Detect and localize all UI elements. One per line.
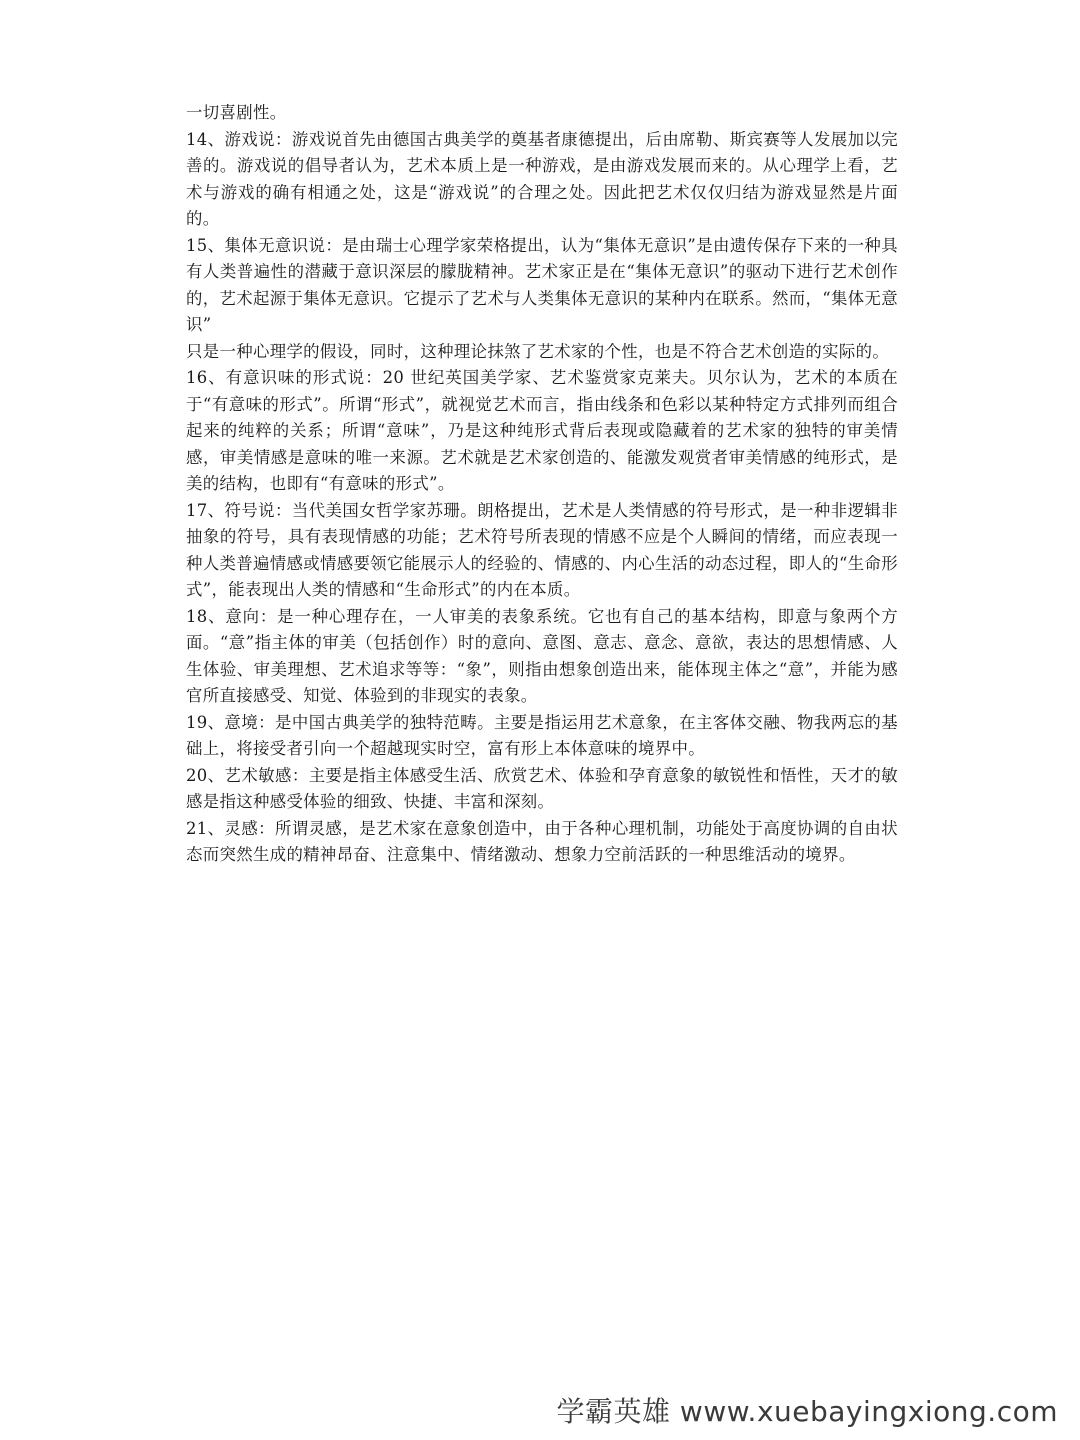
paragraph-continuation: 一切喜剧性。 xyxy=(186,103,287,122)
paragraph-17-symbol-theory: 17、符号说：当代美国女哲学家苏珊。朗格提出，艺术是人类情感的符号形式，是一种非逻辑非抽象的符号，具有表现情感的功能；艺术符号所表现的情感不应是个人瞬间的情绪，而应表现一种人类普遍情感或情感要领它能展示人的经验的、情感的、内心生活的动态过程，即人的“生命形式”，能表现出人类的情感和“生命形式”的内在本质。 xyxy=(186,500,898,599)
paragraph-20-artistic-sensitivity: 20、艺术敏感：主要是指主体感受生活、欣赏艺术、体验和孕育意象的敏锐性和悟性，天才的敏感是指这种感受体验的细致、快捷、丰富和深刻。 xyxy=(186,765,898,811)
paragraph-19-artistic-conception: 19、意境：是中国古典美学的独特范畴。主要是指运用艺术意象，在主客体交融、物我两忘的基础上，将接受者引向一个超越现实时空，富有形上本体意味的境界中。 xyxy=(186,712,898,758)
paragraph-21-inspiration: 21、灵感：所谓灵感，是艺术家在意象创造中，由于各种心理机制，功能处于高度协调的自由状态而突然生成的精神昂奋、注意集中、情绪激动、想象力空前活跃的一种思维活动的境界。 xyxy=(186,818,898,864)
paragraph-15-collective-unconscious: 15、集体无意识说：是由瑞士心理学家荣格提出，认为“集体无意识”是由遗传保存下来的一种具有人类普遍性的潜藏于意识深层的朦胧精神。艺术家正是在“集体无意识”的驱动下进行艺术创作的，艺术起源于集体无意识。它提示了艺术与人类集体无意识的某种内在联系。然而，“集体无意识” xyxy=(186,235,898,334)
paragraph-15-continued: 只是一种心理学的假设，同时，这种理论抹煞了艺术家的个性，也是不符合艺术创造的实际的。 xyxy=(186,341,890,361)
paragraph-16-significant-form: 16、有意识味的形式说：20 世纪英国美学家、艺术鉴赏家克莱夫。贝尔认为，艺术的本质在于“有意味的形式”。所谓“形式”，就视觉艺术而言，指由线条和色彩以某种特定方式排列而组合起来的纯粹的关系；所谓“意味”，乃是这种纯形式背后表现或隐藏着的艺术家的独特的审美情感，审美情感是意味的唯一来源。艺术就是艺术家创造的、能激发观赏者审美情感的纯形式，是美的结构，也即有“有意味的形式”。 xyxy=(186,368,898,493)
paragraph-14-game-theory: 14、游戏说：游戏说首先由德国古典美学的奠基者康德提出，后由席勒、斯宾赛等人发展加以完善的。游戏说的倡导者认为，艺术本质上是一种游戏，是由游戏发展而来的。从心理学上看，艺术与游戏的确有相通之处，这是“游戏说”的合理之处。因此把艺术仅仅归结为游戏显然是片面的。 xyxy=(186,129,898,228)
site-watermark: 学霸英雄 www.xuebayingxiong.com xyxy=(556,1395,1058,1428)
paragraph-18-intention: 18、意向：是一种心理存在，一人审美的表象系统。它也有自己的基本结构，即意与象两个方面。“意”指主体的审美（包括创作）时的意向、意图、意志、意念、意欲，表达的思想情感、人生体验、审美理想、艺术追求等等：“象”，则指由想象创造出来，能体现主体之“意”，并能为感官所直接感受、知觉、体验到的非现实的表象。 xyxy=(186,606,898,705)
document-body xyxy=(186,100,898,869)
